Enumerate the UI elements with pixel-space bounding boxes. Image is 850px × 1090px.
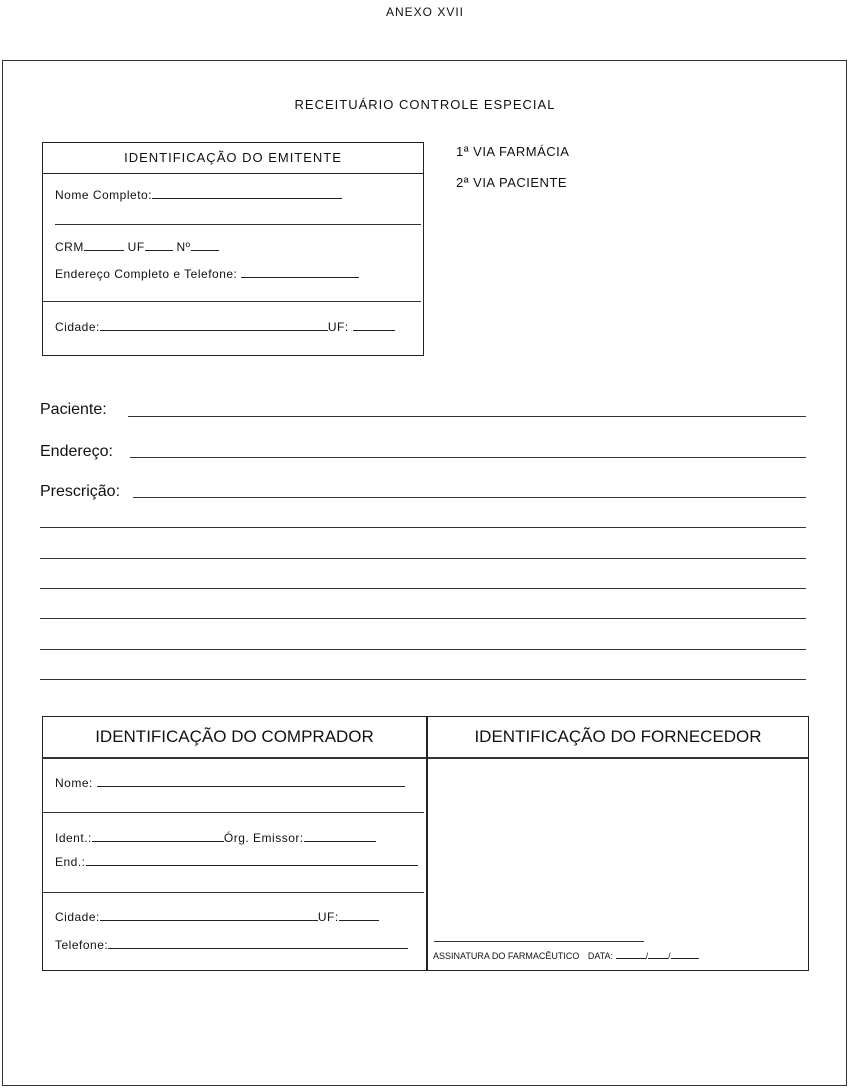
emitente-uf2-label: UF:	[327, 320, 349, 334]
assinatura-label: ASSINATURA DO FARMACÊUTICO	[433, 951, 580, 961]
paciente-field[interactable]	[128, 416, 806, 417]
data-month-field[interactable]	[645, 950, 668, 961]
endereco-field[interactable]	[130, 457, 806, 458]
data-slash-2: /	[668, 951, 671, 961]
fornecedor-title-divider	[428, 757, 808, 759]
prescricao-field[interactable]	[133, 497, 806, 498]
comprador-cidade-label: Cidade:	[55, 910, 100, 924]
emitente-crm-label: CRM	[55, 240, 84, 254]
comprador-ident-field[interactable]	[92, 830, 224, 842]
emitente-divider-2	[43, 301, 421, 302]
emitente-title: IDENTIFICAÇÃO DO EMITENTE	[124, 150, 342, 165]
data-day-field[interactable]	[616, 950, 646, 959]
comprador-ident-row	[55, 830, 376, 845]
prescription-line[interactable]	[40, 679, 806, 680]
comprador-orgao-field[interactable]	[304, 830, 376, 842]
paciente-label: Paciente:	[40, 401, 107, 418]
comprador-title: IDENTIFICAÇÃO DO COMPRADOR	[95, 727, 374, 746]
comprador-cidade-row	[55, 909, 379, 924]
fornecedor-title: IDENTIFICAÇÃO DO FORNECEDOR	[474, 727, 762, 746]
endereco-label: Endereço:	[40, 443, 113, 460]
prescription-line[interactable]	[40, 588, 806, 589]
comprador-end-field[interactable]	[86, 854, 418, 866]
emitente-crm-field[interactable]	[84, 239, 124, 251]
assinatura-line[interactable]	[434, 941, 644, 942]
emitente-nome-field[interactable]	[152, 187, 342, 199]
data-year-field[interactable]	[671, 950, 699, 959]
emitente-cidade-row	[55, 319, 395, 334]
comprador-uf-label: UF:	[317, 910, 339, 924]
prescription-line[interactable]	[40, 527, 806, 528]
fornecedor-box	[427, 716, 809, 971]
comprador-telefone-field[interactable]	[108, 937, 408, 949]
emitente-box	[42, 142, 424, 356]
data-label: DATA:	[587, 951, 614, 961]
emitente-crm-row	[55, 239, 219, 254]
comprador-nome-label: Nome:	[55, 776, 93, 790]
emitente-uf-label: UF	[127, 240, 145, 254]
comprador-nome-field[interactable]	[97, 775, 405, 787]
comprador-title-divider	[43, 757, 426, 759]
emitente-endereco-label: Endereço Completo e Telefone:	[55, 267, 238, 281]
comprador-divider-2	[43, 892, 424, 893]
emitente-nome-row	[55, 187, 342, 202]
emitente-endereco-field[interactable]	[241, 266, 359, 278]
comprador-end-label: End.:	[55, 855, 86, 869]
via-paciente: 2ª VIA PACIENTE	[456, 175, 568, 190]
comprador-orgao-label: Órg. Emissor:	[223, 831, 304, 845]
prescription-line[interactable]	[40, 649, 806, 650]
prescricao-label: Prescrição:	[40, 483, 121, 500]
via-farmacia: 1ª VIA FARMÁCIA	[456, 144, 570, 159]
emitente-numero-label: Nº	[176, 240, 191, 254]
emitente-endereco-row	[55, 266, 359, 281]
emitente-divider-1	[55, 224, 421, 225]
comprador-uf-field[interactable]	[339, 909, 379, 921]
comprador-telefone-row	[55, 937, 408, 952]
comprador-telefone-label: Telefone:	[55, 938, 109, 952]
comprador-box	[42, 716, 427, 971]
emitente-nome-label: Nome Completo:	[55, 188, 153, 202]
emitente-uf-field[interactable]	[145, 239, 173, 251]
emitente-title-divider	[43, 173, 423, 174]
prescription-line[interactable]	[40, 618, 806, 619]
emitente-numero-field[interactable]	[191, 239, 219, 251]
comprador-divider-1	[43, 812, 424, 813]
comprador-cidade-field[interactable]	[100, 909, 318, 921]
data-slash-1: /	[645, 951, 649, 961]
comprador-end-row	[55, 854, 418, 869]
fornecedor-signature-row	[433, 950, 699, 961]
emitente-cidade-field[interactable]	[100, 319, 328, 331]
document-title: RECEITUÁRIO CONTROLE ESPECIAL	[294, 97, 556, 112]
emitente-cidade-label: Cidade:	[55, 320, 100, 334]
annex-label: ANEXO XVII	[385, 5, 465, 19]
comprador-nome-row	[55, 775, 405, 790]
emitente-uf2-field[interactable]	[353, 319, 395, 331]
prescription-line[interactable]	[40, 558, 806, 559]
comprador-ident-label: Ident.:	[55, 831, 92, 845]
